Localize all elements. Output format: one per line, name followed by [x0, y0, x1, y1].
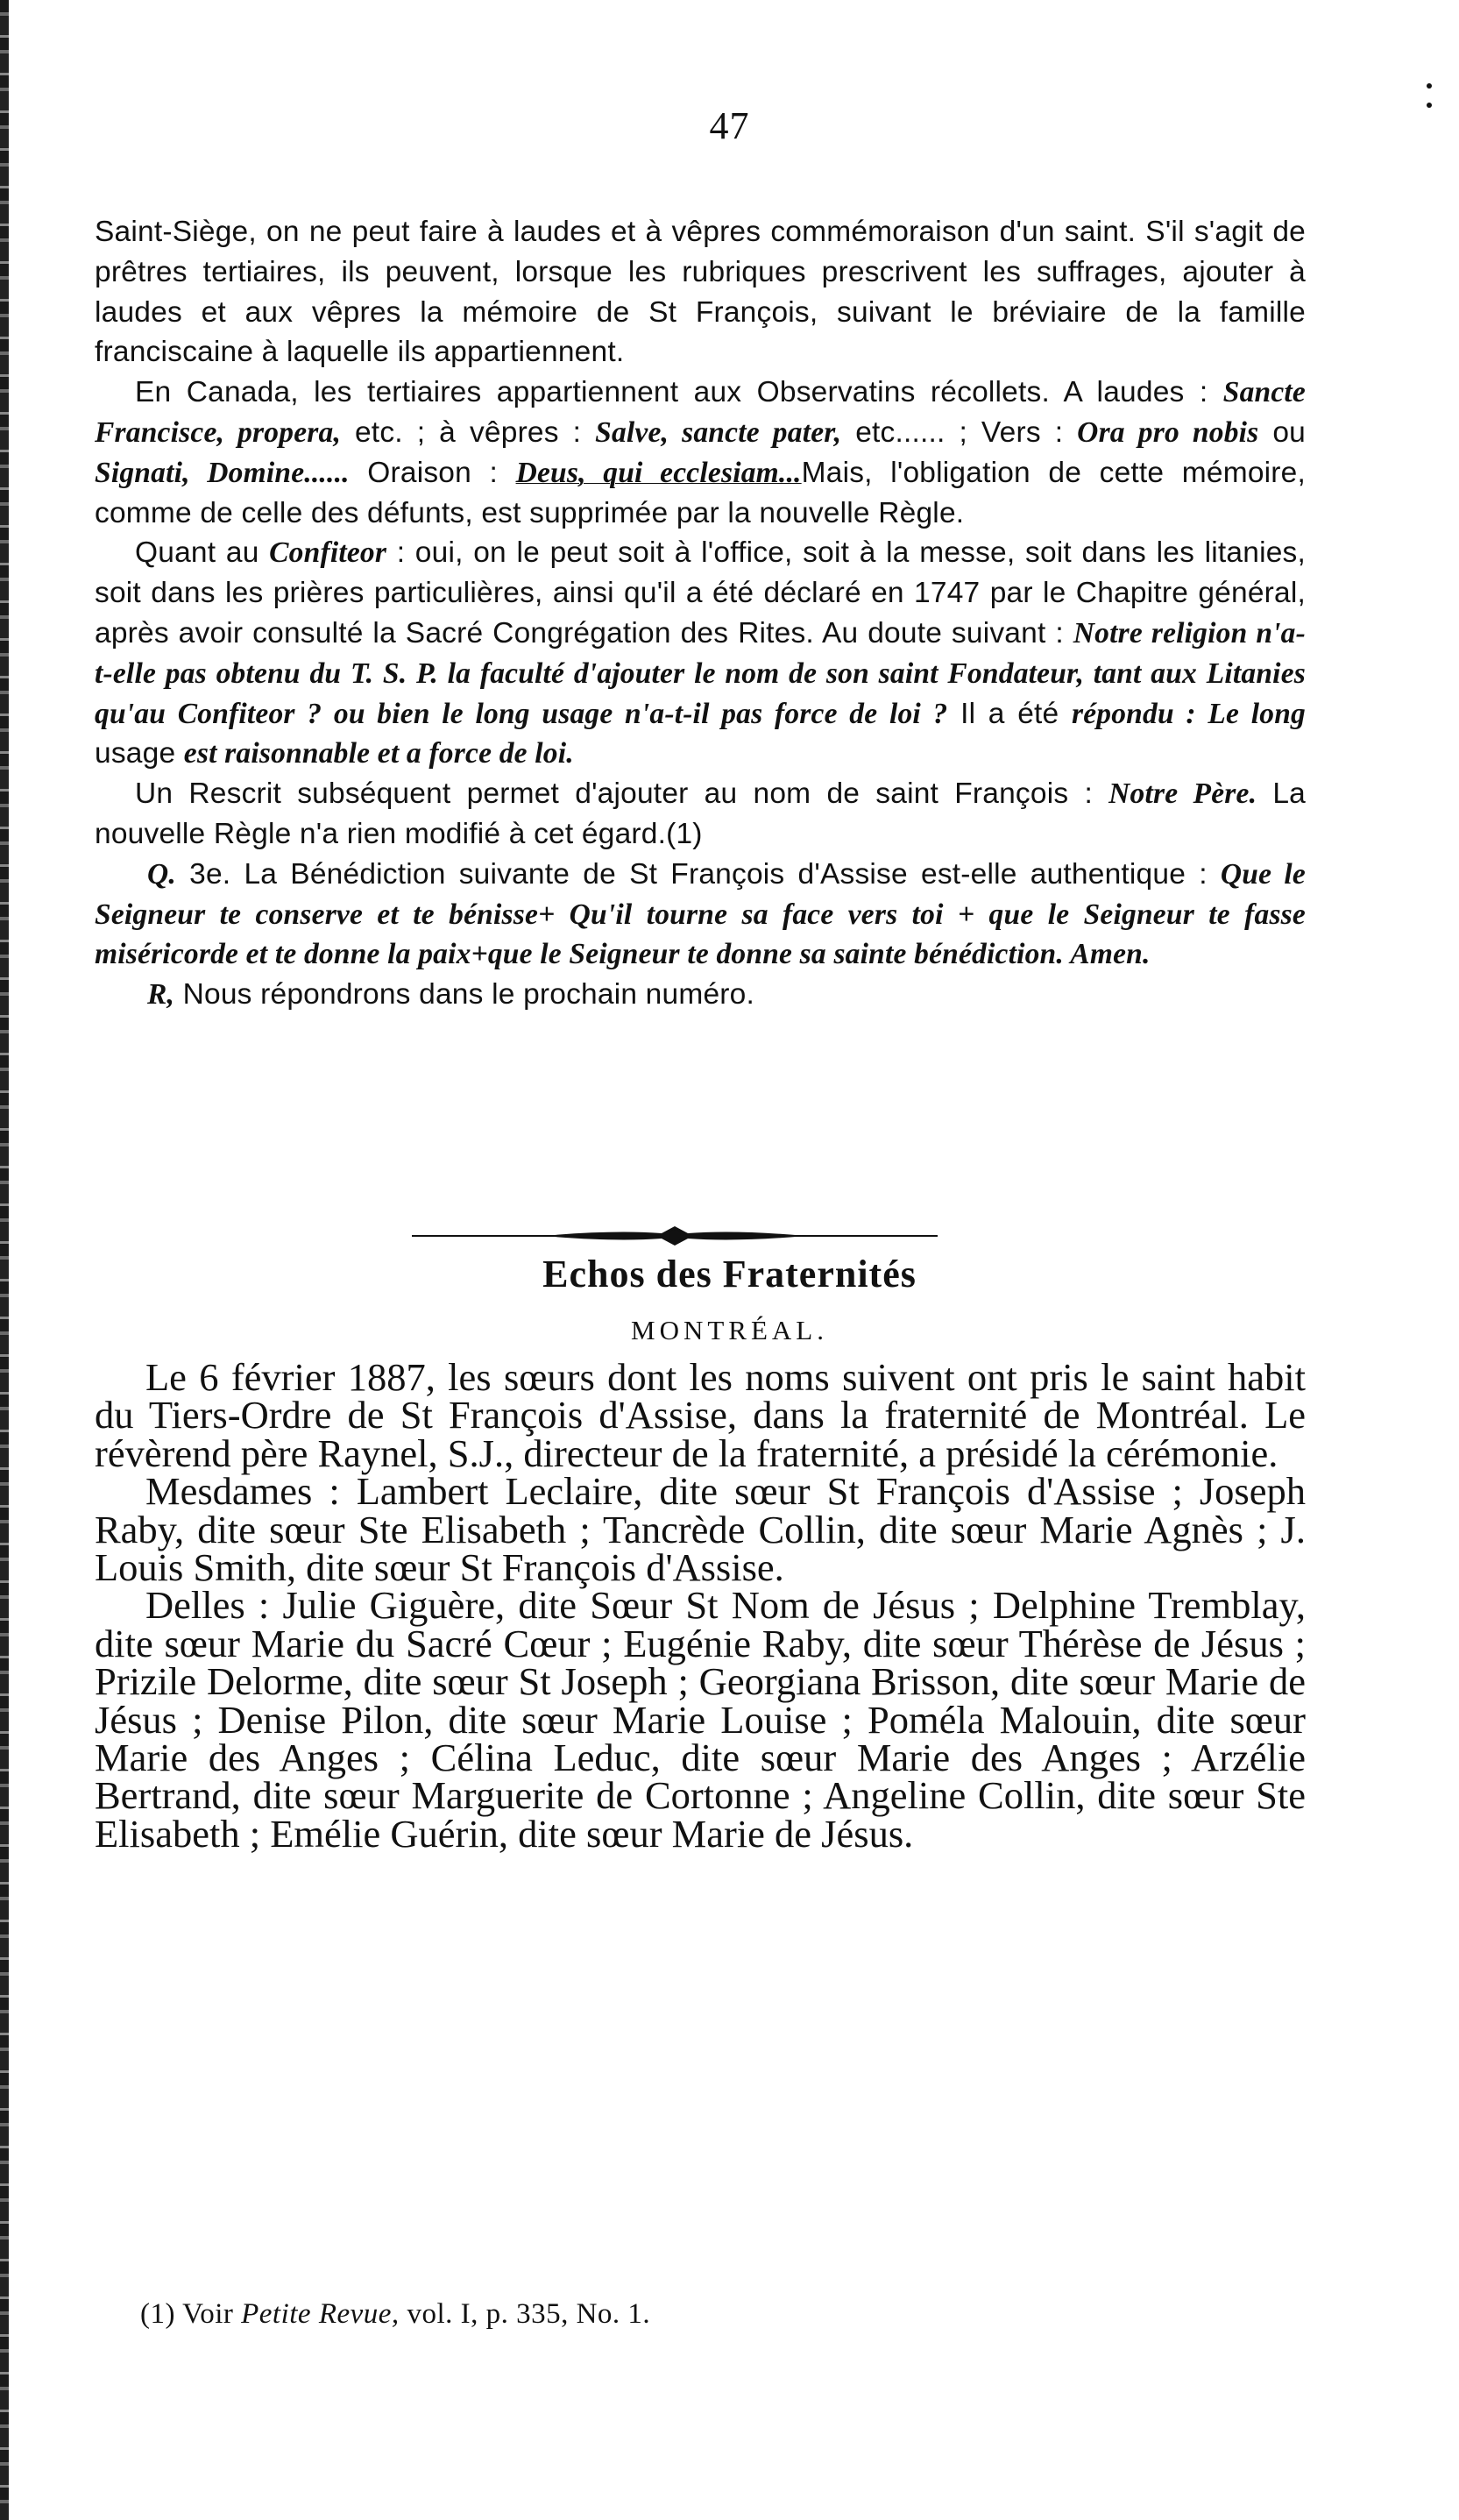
- paragraph-question: Q. 3e. La Bénédiction suivante de St François d'Assise est-elle authentique : Que le Seigneur te conserve et te bénisse+ Qu'il tourne sa face vers toi + que le Seigneur te fasse miséricorde et te donne la paix+que le Seigneur te donne sa sainte bénédiction. Amen.: [95, 857, 1306, 971]
- page-number: 47: [709, 104, 750, 147]
- paragraph-mesdames: Mesdames : Lambert Leclaire, dite sœur St François d'Assise ; Joseph Raby, dite sœur Ste Elisabeth ; Tancrède Collin, dite sœur Marie Agnès ; J. Louis Smith, dite sœur St François d'Assise.: [95, 1469, 1306, 1590]
- section-title: Echos des Fraternités: [542, 1253, 917, 1295]
- fraternity-news: [95, 1355, 1306, 1856]
- qa-section: [95, 212, 1306, 1015]
- paragraph-rescrit: Un Rescrit subséquent permet d'ajouter au nom de saint François : Notre Père. La nouvelle Règle n'a rien modifié à cet égard.(1): [95, 777, 1307, 850]
- paragraph-canada: En Canada, les tertiaires appartiennent aux Observatins récollets. A laudes : Sancte Francisce, propera, etc. ; à vêpres : Salve, sancte pater, etc...... ; Vers : Ora pro nobis ou Signati, Domine...... Oraison : Deus, qui ecclesiam...Mais, l'obligation de cette mémoire, comme de celle des défunts, est supprimée par la nouvelle Règle.: [95, 376, 1307, 529]
- paragraph-answer: R, Nous répondrons dans le prochain numéro.: [147, 978, 754, 1012]
- paragraph-demoiselles: Delles : Julie Giguère, dite Sœur St Nom de Jésus ; Delphine Tremblay, dite sœur Marie du Sacré Cœur ; Eugénie Raby, dite sœur Thérèse de Jésus ; Prizile Delorme, dite sœur St Joseph ; Georgiana Brisson, dite sœur Marie de Jésus ; Denise Pilon, dite sœur Marie Louise ; Poméla Malouin, dite sœur Marie des Anges ; Célina Leduc, dite sœur Marie des Anges ; Arzélie Bertrand, dite sœur Marguerite de Cortonne ; Angeline Collin, dite sœur Ste Elisabeth ; Emélie Guérin, dite sœur Marie de Jésus.: [95, 1583, 1306, 1856]
- paragraph-saint-siege: Saint-Siège, on ne peut faire à laudes et à vêpres commémoraison d'un saint. S'il s'agit de prêtres tertiaires, ils peuvent, lorsque les rubriques prescrivent les suffrages, ajouter à laudes et aux vêpres la mémoire de St François, suivant le bréviaire de la famille franciscaine à laquelle ils appartiennent.: [95, 216, 1306, 369]
- paragraph-confiteor: Quant au Confiteor : oui, on le peut soit à l'office, soit à la messe, soit dans les litanies, soit dans les prières particulières, ainsi qu'il a été déclaré en 1747 par le Chapitre général, après avoir consulté la Sacré Congrégation des Rites. Au doute suivant : Notre religion n'a-t-elle pas obtenu du T. S. P. la faculté d'ajouter le nom de son saint Fondateur, tant aux Litanies qu'au Confiteor ? ou bien le long usage n'a-t-il pas force de loi ? Il a été répondu : Le long usage est raisonnable et a force de loi.: [95, 536, 1307, 770]
- paragraph-ceremony: Le 6 février 1887, les sœurs dont les noms suivent ont pris le saint habit du Tiers-Ordre de St François d'Assise, dans la fraternité de Montréal. Le révèrend père Raynel, S.J., directeur de la fraternité, a présidé la cérémonie.: [95, 1355, 1306, 1475]
- section-subtitle: MONTRÉAL.: [631, 1315, 828, 1345]
- footnote: (1) Voir Petite Revue, vol. I, p. 335, No. 1.: [140, 2298, 651, 2330]
- ornamental-divider: [412, 1223, 938, 1249]
